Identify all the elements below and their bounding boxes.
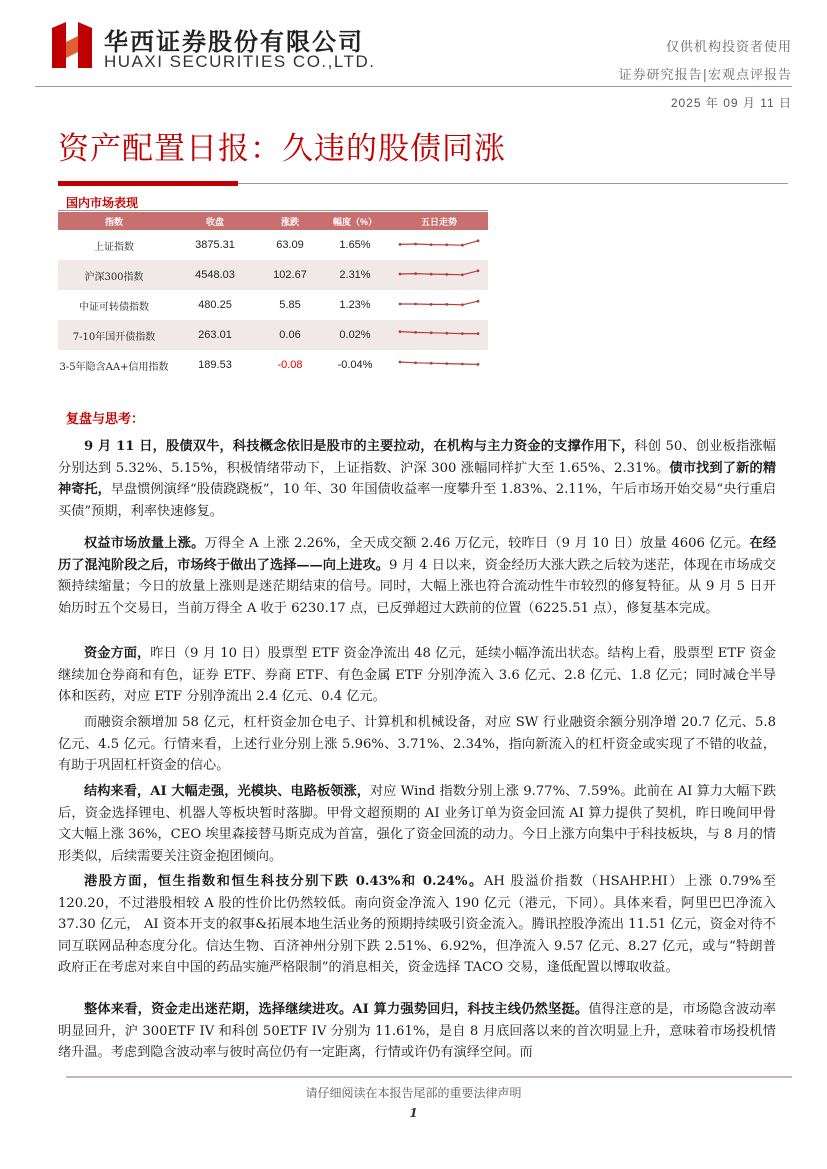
sparkline-point [445,273,448,276]
sparkline-point [430,243,433,246]
index-close: 3875.31 [195,239,235,251]
index-close: 480.25 [198,299,232,311]
emphasis-text: 结构来看，AI 大幅走强，光模块、电路板领涨， [84,784,370,799]
table-row [58,260,488,290]
table-row [58,290,488,320]
body-text: 9 月 4 日以来，资金经历大涨大跌之后较为迷茫，体现在市场成交额持续缩量；今日的放量上涨则是迷茫期结束的信号。同时，大幅上涨也符合流动性牛市较烈的修复特征。从 9 月 5 日开始历时五个交易日，当前万得全 A 收于 6230.17 点，已反弹超过大跌前的位置（6225.51 点），修复基本完成。 [58,557,776,616]
sparkline-point [414,242,417,245]
footer-divider [66,1076,792,1078]
company-name-cn: 华西证券股份有限公司 [104,28,364,56]
paragraph [58,871,776,979]
caption-rule [58,210,488,211]
sparkline-point [461,332,464,335]
emphasis-text: 9 月 11 日，股债双牛，科技概念依旧是股市的主要拉动，在机构与主力资金的支撑作用下， [84,439,635,454]
header-cell-name: 指数 [104,217,123,228]
sparkline-path [400,331,478,333]
company-name-en: HUAXI SECURITIES CO.,LTD. [104,52,376,71]
index-pct: 0.02% [339,329,371,341]
index-change: 63.09 [276,239,304,251]
sparkline-point [477,332,480,335]
table-header-row [58,212,488,230]
body-text: AH 股溢价指数（HSAHP.HI）上涨 0.79%至 120.20，不过港股相较 A 股的性价比仍然较低。南向资金净流入 190 亿元（港元，下同）。具体来看，阿里巴巴净流入 37.30 亿元， AI 资本开支的叙事&拓展本地生活业务的预期持续吸引资金流入。腾讯控股净流出 11.51 亿元，资金对待不同互联网品种态度分化。信达生物、百济神州分别下跌 2.51%、6.92%，但净流入 9.57 亿元、8.27 亿元，或与“特朗普政府正在考虑对来自中国的药品实施严格限制”的消息相关，资金选择 TACO 交易，逢低配置以博取收益。 [58,874,776,975]
header-divider [35,86,792,87]
trend-cell [390,327,488,344]
table-row [58,230,488,260]
index-name: 沪深300指数 [84,271,144,283]
sparkline-point [414,272,417,275]
index-change: 5.85 [279,299,301,311]
index-name: 上证指数 [94,241,134,253]
page-number: 1 [409,1106,418,1120]
trend-cell [390,267,488,284]
header-cell-pct: 幅度（%） [332,216,377,227]
table-row [58,320,488,350]
index-close: 4548.03 [195,269,235,281]
index-close: 263.01 [198,329,232,341]
header-cell-close: 收盘 [205,216,224,227]
sparkline-point [445,362,448,365]
sparkline-point [461,243,464,246]
sparkline [397,297,481,311]
sparkline-path [400,270,478,274]
report-date: 2025 年 09 月 11 日 [670,96,792,110]
sparkline [397,267,481,281]
sparkline-point [399,243,402,246]
body-text: 而融资余额增加 58 亿元，杠杆资金加仓电子、计算机和机械设备，对应 SW 行业融资余额分别净增 20.7 亿元、5.8 亿元、4.5 亿元。行情来看，上述行业分别上涨 5.96%、3.71%、2.34%，指向新流入的杠杆资金或实现了不错的收益，有助于巩固杠杆资金的信心。 [58,715,776,773]
index-pct: 1.65% [339,239,371,251]
sparkline-path [400,362,478,364]
sparkline-point [445,243,448,246]
index-pct: 2.31% [339,269,371,281]
sparkline-path [400,240,478,244]
sparkline-point [399,330,402,333]
sparkline-point [430,331,433,334]
emphasis-text: 港股方面，恒生指数和恒生科技分别下跌 0.43%和 0.24%。 [84,874,484,889]
trend-cell [390,297,488,314]
sparkline-point [477,299,480,302]
legal-notice: 请仔细阅读在本报告尾部的重要法律声明 [305,1086,522,1100]
sparkline-point [399,302,402,305]
usage-note: 仅供机构投资者使用 [665,40,792,55]
report-title: 资产配置日报：久违的股债同涨 [58,131,506,167]
sparkline-point [461,273,464,276]
emphasis-text: 权益市场放量上涨。 [84,536,205,551]
body-text: 昨日（9 月 10 日）股票型 ETF 资金净流出 48 亿元，延续小幅净流出状态。结构上看，股票型 ETF 资金继续加仓券商和有色，证券 ETF、券商 ETF、有色金属 ETF 分别净流入 3.6 亿元、2.8 亿元、1.8 亿元；同时减仓半导体和医药，对应 ETF 分别净流出 2.4 亿元、0.4 亿元。 [58,646,777,704]
sparkline-point [430,361,433,364]
index-pct: 1.23% [339,299,371,311]
header-cell-change: 涨跌 [280,216,299,227]
paragraph [58,436,776,522]
sparkline-point [445,331,448,334]
sparkline-point [477,239,480,242]
paragraph [58,999,776,1064]
sparkline-point [414,361,417,364]
sparkline-path [400,301,478,305]
trend-cell [390,237,488,254]
sparkline [397,357,481,371]
sparkline-point [399,360,402,363]
paragraph [58,533,776,619]
sparkline-point [399,272,402,275]
index-name: 7-10年国开债指数 [72,331,156,343]
index-name: 中证可转债指数 [79,301,149,313]
body-text: 对应 Wind 指数分别上涨 9.77%、7.59%。此前在 AI 算力大幅下跌后，资金选择锂电、机器人等板块暂时落脚。甲骨文超预期的 AI 业务订单为资金回流 AI 算力提供了契机，昨日晚间甲骨文大幅上涨 36%，CEO 埃里森接替马斯克成为首富，强化了资金回流的动力。今日上涨方向集中于科技板块，与 8 月的情形类似，后续需要关注资金抱团倾向。 [58,784,777,864]
index-change: 102.67 [273,269,307,281]
body-text: 值得注意的是，市场隐含波动率明显回升，沪 300ETF IV 和科创 50ETF IV 分别为 11.61%，是自 8 月底回落以来的首次明显上升，意味着市场投机情绪升温。考虑到隐含波动率与彼时高位仍有一定距离，行情或许仍有演绎空间。而 [58,1002,776,1060]
sparkline-point [461,303,464,306]
sparkline-point [477,363,480,366]
emphasis-text: 整体来看，资金走出迷茫期，选择继续进攻。AI 算力强势回归，科技主线仍然坚挺。 [84,1002,589,1017]
emphasis-text: 资金方面， [84,646,151,661]
sparkline-point [430,272,433,275]
paragraph [58,643,776,708]
header-cell-trend: 五日走势 [420,216,457,227]
emphasis-text: 债市找到了新的精神寄托， [58,460,777,497]
table-caption: 国内市场表现 [66,196,139,210]
body-text: 早盘惯例演绎“股债跷跷板”，10 年、30 年国债收益率一度攀升至 1.83%、2.11%，午后市场开始交易“央行重启买债”预期，利率快速修复。 [58,482,776,519]
sparkline-point [414,331,417,334]
index-name: 3-5年隐含AA+信用指数 [59,361,169,373]
index-close: 189.53 [198,359,232,371]
paragraph [58,712,776,777]
company-logo [52,22,96,68]
sparkline-point [461,362,464,365]
sparkline-point [477,269,480,272]
index-pct: -0.04% [337,359,373,371]
body-text: 万得全 A 上涨 2.26%，全天成交额 2.46 万亿元，较昨日（9 月 10 日）放量 4606 亿元。 [204,536,750,551]
paragraph [58,781,776,867]
title-rule [238,183,788,184]
sparkline-point [445,303,448,306]
sparkline-point [430,303,433,306]
title-rule-accent [58,181,238,186]
index-change: -0.08 [277,359,303,371]
table-row [58,350,488,380]
body-text: 科创 50、创业板指涨幅分别达到 5.32%、5.15%，积极情绪带动下，上证指数、沪深 300 涨幅同样扩大至 1.65%、2.31%。 [58,439,776,476]
emphasis-text: 在经历了混沌阶段之后，市场终于做出了选择——向上进攻。 [58,536,777,573]
report-type: 证券研究报告|宏观点评报告 [618,68,792,83]
trend-cell [390,357,488,374]
index-change: 0.06 [279,329,301,341]
section-heading: 复盘与思考： [66,412,145,427]
sparkline [397,327,481,341]
market-table [58,212,488,380]
sparkline [397,237,481,251]
sparkline-point [414,302,417,305]
